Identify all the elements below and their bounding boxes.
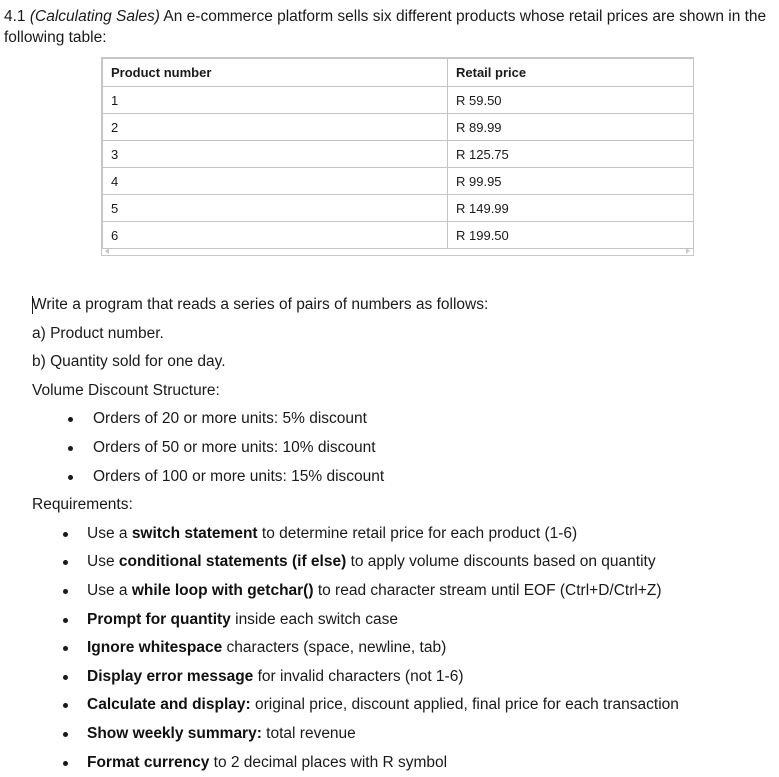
price-table <box>102 58 694 249</box>
table-row <box>103 114 694 141</box>
product-cell: 3 <box>103 141 448 168</box>
list-item: Calculate and display: original price, discount applied, final price for each transaction <box>32 691 772 720</box>
exercise-number: 4.1 <box>4 8 26 25</box>
price-cell: R 89.99 <box>448 114 694 141</box>
discount-list <box>32 405 772 491</box>
product-cell: 1 <box>103 87 448 114</box>
list-item: Use a switch statement to determine retail price for each product (1-6) <box>32 520 772 549</box>
product-cell: 5 <box>103 195 448 222</box>
table-header-row <box>103 59 694 87</box>
price-table-container <box>101 57 694 256</box>
list-item: Format currency to 2 decimal places with R symbol <box>32 749 772 777</box>
input-item-a: a) Product number. <box>32 320 772 349</box>
table-row <box>103 87 694 114</box>
header-retail-price: Retail price <box>448 59 694 87</box>
scroll-left-icon[interactable] <box>105 248 109 254</box>
price-cell: R 199.50 <box>448 222 694 249</box>
list-item: Orders of 20 or more units: 5% discount <box>32 405 772 434</box>
program-instruction: Write a program that reads a series of pairs of numbers as follows: <box>32 291 772 320</box>
requirements-heading: Requirements: <box>32 491 772 520</box>
price-cell: R 59.50 <box>448 87 694 114</box>
list-item: Use conditional statements (if else) to apply volume discounts based on quantity <box>32 548 772 577</box>
list-item: Ignore whitespace characters (space, newline, tab) <box>32 634 772 663</box>
table-row <box>103 168 694 195</box>
list-item: Prompt for quantity inside each switch case <box>32 606 772 635</box>
price-cell: R 149.99 <box>448 195 694 222</box>
header-product-number: Product number <box>103 59 448 87</box>
scroll-right-icon[interactable] <box>686 248 690 254</box>
table-row <box>103 141 694 168</box>
discount-heading: Volume Discount Structure: <box>32 377 772 406</box>
exercise-title: (Calculating Sales) <box>30 8 160 25</box>
exercise-intro <box>4 6 774 48</box>
exercise-body <box>32 291 772 777</box>
input-item-b: b) Quantity sold for one day. <box>32 348 772 377</box>
list-item: Show weekly summary: total revenue <box>32 720 772 749</box>
table-row <box>103 195 694 222</box>
product-cell: 6 <box>103 222 448 249</box>
exercise-description: An e-commerce platform sells six different products whose retail prices are shown in the following table: <box>4 8 766 46</box>
list-item: Orders of 100 or more units: 15% discount <box>32 463 772 492</box>
list-item: Use a while loop with getchar() to read character stream until EOF (Ctrl+D/Ctrl+Z) <box>32 577 772 606</box>
list-item: Display error message for invalid characters (not 1-6) <box>32 663 772 692</box>
price-cell: R 99.95 <box>448 168 694 195</box>
list-item: Orders of 50 or more units: 10% discount <box>32 434 772 463</box>
product-cell: 4 <box>103 168 448 195</box>
table-row <box>103 222 694 249</box>
price-cell: R 125.75 <box>448 141 694 168</box>
requirements-list <box>32 520 772 777</box>
product-cell: 2 <box>103 114 448 141</box>
horizontal-scrollbar[interactable] <box>102 247 693 255</box>
